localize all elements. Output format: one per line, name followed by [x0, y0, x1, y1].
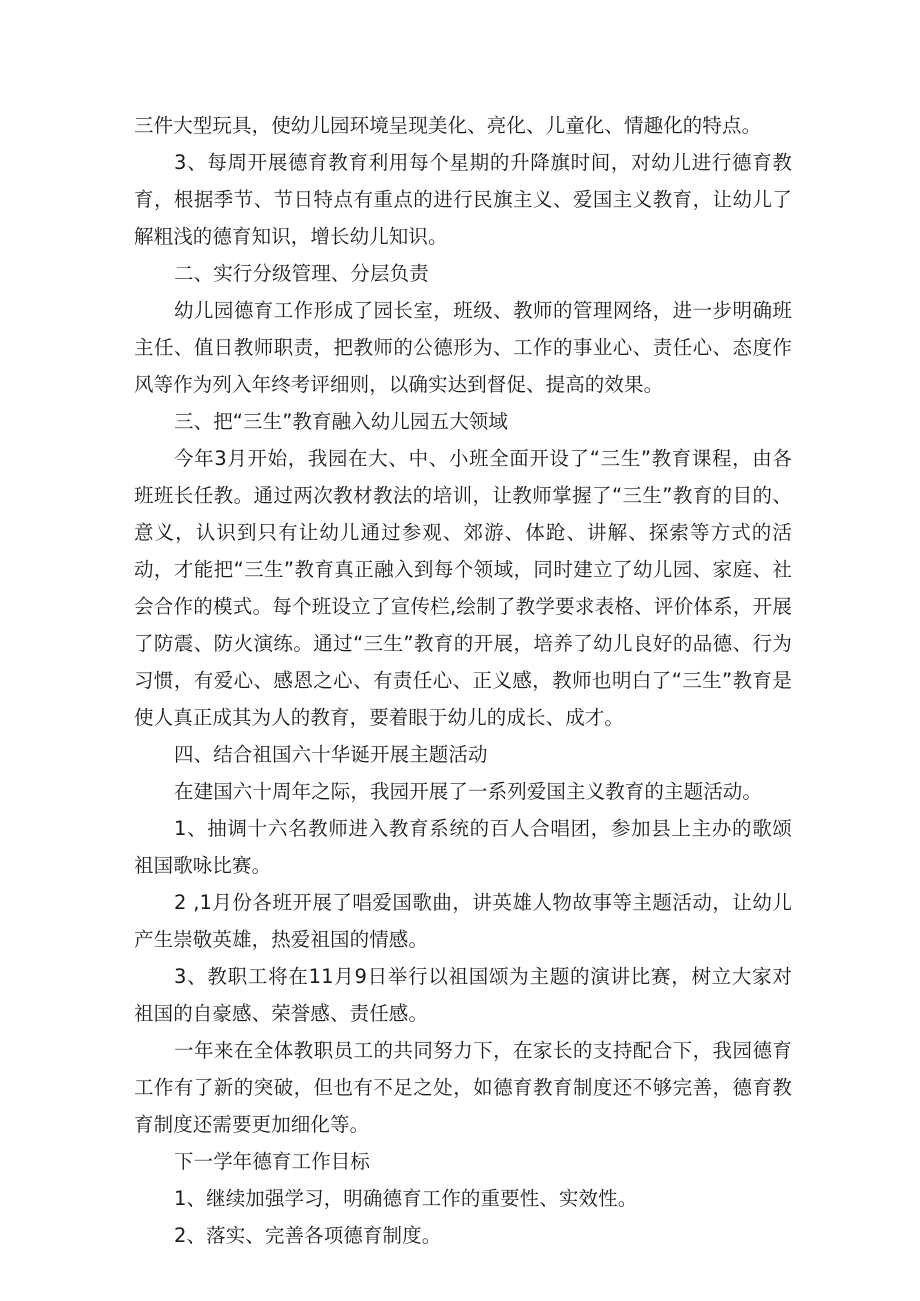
- list-item-choir: 1、抽调十六名教师进入教育系统的百人合唱团，参加县上主办的歌颂祖国歌咏比赛。: [134, 817, 792, 877]
- paragraph-summary: 一年来在全体教职员工的共同努力下，在家长的支持配合下，我园德育工作有了新的突破，但也有不足之处，如德育教育制度还不够完善，德育教育制度还需要更加细化等。: [134, 1039, 792, 1136]
- document-body: [134, 107, 792, 1254]
- section-heading-goals: 下一学年德育工作目标: [174, 1150, 371, 1173]
- paragraph-item-3: 3、每周开展德育教育利用每个星期的升降旗时间，对幼儿进行德育教育，根据季节、节日特点有重点的进行民旗主义、爱国主义教育，让幼儿了解粗浅的德育知识，增长幼儿知识。: [134, 151, 792, 248]
- paragraph-continuation: 三件大型玩具，使幼儿园环境呈现美化、亮化、儿童化、情趣化的特点。: [134, 114, 762, 137]
- goal-item-1: 1、继续加强学习，明确德育工作的重要性、实效性。: [174, 1187, 638, 1210]
- section-heading-4: 四、结合祖国六十华诞开展主题活动: [174, 743, 488, 766]
- paragraph-management: 幼儿园德育工作形成了园长室，班级、教师的管理网络，进一步明确班主任、值日教师职责，把教师的公德形为、工作的事业心、责任心、态度作风等作为列入年终考评细则，以确实达到督促、提高的效果。: [134, 299, 792, 396]
- paragraph-sansheng: 今年3月开始，我园在大、中、小班全面开设了“三生”教育课程，由各班班长任教。通过两次教材教法的培训，让教师掌握了“三生”教育的目的、意义，认识到只有让幼儿通过参观、郊游、体跄、讲解、探索等方式的活动，才能把“三生”教育真正融入到每个领域，同时建立了幼儿园、家庭、社会合作的模式。每个班设立了宣传栏,绘制了教学要求表格、评价体系，开展了防震、防火演练。通过“三生”教育的开展，培养了幼儿良好的品德、行为习惯，有爱心、感恩之心、有责任心、正义感，教师也明白了“三生”教育是使人真正成其为人的教育，要着眼于幼儿的成长、成才。: [134, 447, 792, 729]
- paragraph-anniversary: 在建国六十周年之际，我园开展了一系列爱国主义教育的主题活动。: [174, 780, 763, 803]
- section-heading-2: 二、实行分级管理、分层负责: [174, 262, 429, 285]
- list-item-songs: 2 ,1月份各班开展了唱爱国歌曲，讲英雄人物故事等主题活动，让幼儿产生崇敬英雄，热爱祖国的情感。: [134, 891, 792, 951]
- section-heading-3: 三、把“三生”教育融入幼儿园五大领域: [174, 410, 509, 433]
- goal-item-2: 2、落实、完善各项德育制度。: [174, 1224, 442, 1247]
- list-item-speech: 3、教职工将在11月9日举行以祖国颂为主题的演讲比赛，树立大家对祖国的自豪感、荣誉感、责任感。: [134, 965, 792, 1025]
